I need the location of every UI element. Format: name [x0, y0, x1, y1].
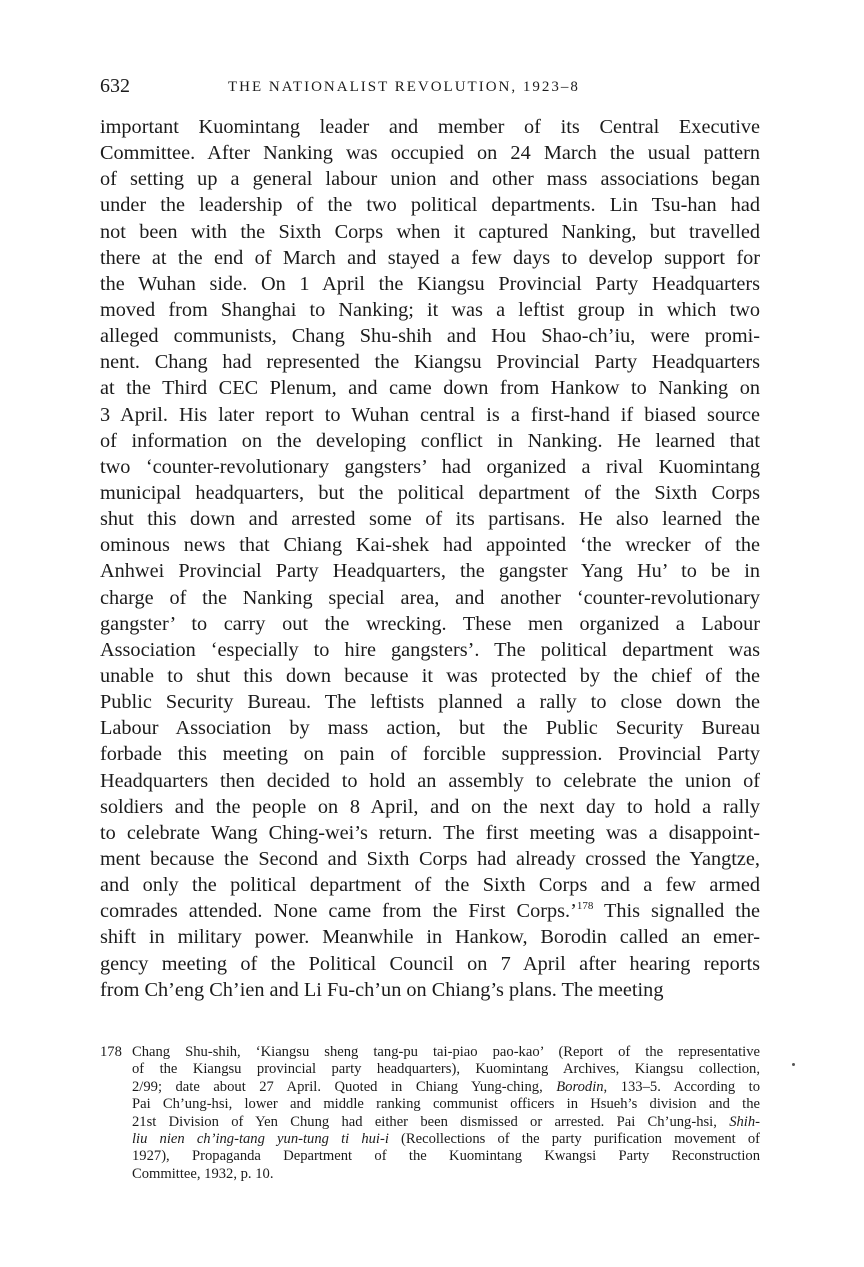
- body-line: Public Security Bureau. The leftists planned a rally to close down the: [100, 691, 760, 714]
- footnote-text: Chang Shu-shih, ‘Kiangsu sheng tang-pu tai-piao pao-kao’ (Report of the representative: [132, 1044, 760, 1060]
- body-line: gency meeting of the Political Council on 7 April after hearing reports: [100, 952, 760, 975]
- body-line: two ‘counter-revolutionary gangsters’ had organized a rival Kuomintang: [100, 455, 760, 478]
- body-line: charge of the Nanking special area, and another ‘counter-revolutionary: [100, 586, 760, 609]
- footnote-line: [100, 1079, 760, 1096]
- body-line: Committee. After Nanking was occupied on 24 March the usual pattern: [100, 142, 760, 165]
- body-line: Association ‘especially to hire gangsters’. The political department was: [100, 638, 760, 661]
- body-line: moved from Shanghai to Nanking; it was a leftist group in which two: [100, 298, 760, 321]
- running-head: THE NATIONALIST REVOLUTION, 1923–8: [228, 79, 580, 95]
- body-line: and only the political department of the Sixth Corps and a few armed: [100, 874, 760, 897]
- footnote-italic-title: Borodin: [556, 1078, 604, 1095]
- footnote-number: 178: [100, 1044, 122, 1060]
- body-text: [100, 114, 760, 1003]
- footnote-text: 21st Division of Yen Chung had either been dismissed or arrested. Pai Ch’ung-hsi,: [132, 1113, 730, 1130]
- body-line: unable to shut this down because it was protected by the chief of the: [100, 664, 760, 687]
- body-line: not been with the Sixth Corps when it captured Nanking, but travelled: [100, 220, 760, 243]
- footnote-text: 2/99; date about 27 April. Quoted in Chiang Yung-ching,: [132, 1078, 557, 1095]
- body-line-text: comrades attended. None came from the First Corps.’: [100, 900, 577, 923]
- footnote-line: Pai Ch’ung-hsi, lower and middle ranking communist officers in Hsueh’s division and the: [132, 1096, 760, 1113]
- footnote-line: of the Kiangsu provincial party headquarters), Kuomintang Archives, Kiangsu collection,: [132, 1061, 760, 1078]
- body-line: the Wuhan side. On 1 April the Kiangsu Provincial Party Headquarters: [100, 272, 760, 295]
- stray-print-mark: [792, 1063, 795, 1066]
- body-line: Anhwei Provincial Party Headquarters, the gangster Yang Hu’ to be in: [100, 560, 760, 583]
- body-line: Headquarters then decided to hold an assembly to celebrate the union of: [100, 769, 760, 792]
- body-line: under the leadership of the two political departments. Lin Tsu-han had: [100, 194, 760, 217]
- footnote-italic-title: liu nien ch’ing-tang yun-tung ti hui-i: [132, 1130, 389, 1147]
- body-line: shut this down and arrested some of its partisans. He also learned the: [100, 508, 760, 531]
- body-line: gangster’ to carry out the wrecking. These men organized a Labour: [100, 612, 760, 635]
- body-line-text: This signalled the: [593, 900, 760, 923]
- body-line: shift in military power. Meanwhile in Hankow, Borodin called an emer-: [100, 926, 760, 949]
- footnote-text: (Recollections of the party purification movement of: [388, 1130, 760, 1147]
- body-line: to celebrate Wang Ching-wei’s return. The first meeting was a disappoint-: [100, 821, 760, 844]
- footnotes: [100, 1044, 760, 1183]
- body-line: of information on the developing conflict in Nanking. He learned that: [100, 429, 760, 452]
- footnote-line: [100, 1131, 760, 1148]
- body-line: ment because the Second and Sixth Corps had already crossed the Yangtze,: [100, 847, 760, 870]
- body-line: [100, 898, 760, 924]
- page-number: 632: [100, 75, 130, 97]
- page-header: [100, 74, 760, 98]
- footnote-line: [100, 1044, 760, 1061]
- body-line: ominous news that Chiang Kai-shek had appointed ‘the wrecker of the: [100, 534, 760, 557]
- body-line: from Ch’eng Ch’ien and Li Fu-ch’un on Chiang’s plans. The meeting: [100, 978, 664, 1001]
- body-line: at the Third CEC Plenum, and came down from Hankow to Nanking on: [100, 377, 760, 400]
- body-line: Labour Association by mass action, but the Public Security Bureau: [100, 717, 760, 740]
- body-line: important Kuomintang leader and member of its Central Executive: [100, 116, 760, 138]
- footnote-line: 1927), Propaganda Department of the Kuomintang Kwangsi Party Reconstruction: [132, 1148, 760, 1165]
- body-line: of setting up a general labour union and other mass associations began: [100, 168, 760, 191]
- body-line: there at the end of March and stayed a few days to develop support for: [100, 246, 760, 269]
- body-line: municipal headquarters, but the political department of the Sixth Corps: [100, 481, 760, 504]
- body-line: 3 April. His later report to Wuhan central is a first-hand if biased source: [100, 403, 760, 426]
- footnote-line: [100, 1114, 760, 1131]
- footnote-line: Committee, 1932, p. 10.: [132, 1165, 274, 1182]
- footnote-text: , 133–5. According to: [603, 1078, 761, 1095]
- body-line: nent. Chang had represented the Kiangsu Provincial Party Headquarters: [100, 351, 760, 374]
- body-line: forbade this meeting on pain of forcible suppression. Provincial Party: [100, 743, 760, 766]
- footnote-italic-title: Shih-: [729, 1113, 760, 1130]
- footnote-reference: 178: [576, 900, 594, 913]
- body-line: alleged communists, Chang Shu-shih and Hou Shao-ch’iu, were promi-: [100, 325, 760, 348]
- body-line: soldiers and the people on 8 April, and on the next day to hold a rally: [100, 795, 760, 818]
